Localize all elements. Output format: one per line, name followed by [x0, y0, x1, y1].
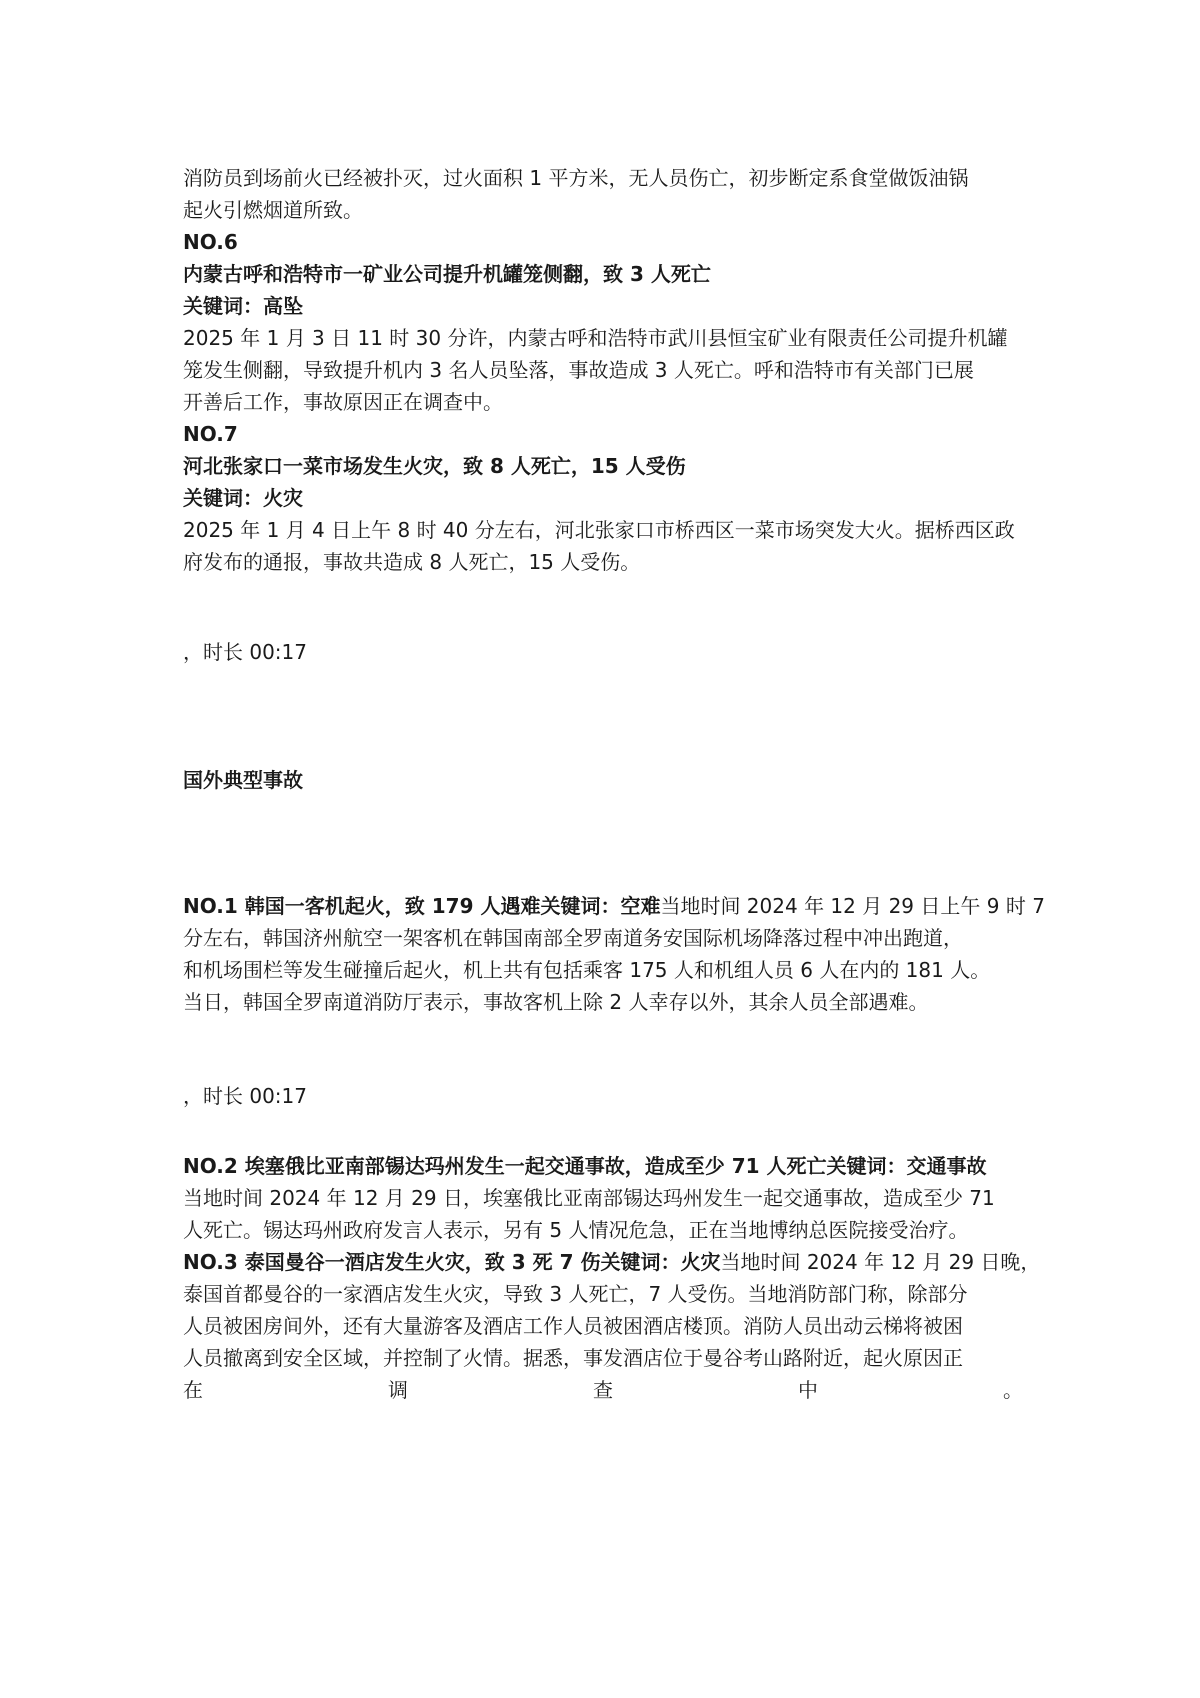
incident-keyword: 关键词：火灾: [183, 486, 303, 510]
incident-body-line: 人员撤离到安全区域，并控制了火情。据悉，事发酒店位于曼谷考山路附近，起火原因正: [183, 1346, 963, 1370]
incident-body-line: 笼发生侧翻，导致提升机内 3 名人员坠落，事故造成 3 人死亡。呼和浩特市有关部门已展: [183, 358, 974, 382]
incident-body-line: 泰国首都曼谷的一家酒店发生火灾，导致 3 人死亡，7 人受伤。当地消防部门称，除部分: [183, 1282, 968, 1306]
incident-heading: NO.1 韩国一客机起火，致 179 人遇难关键词：空难: [183, 894, 661, 918]
justified-char: 。: [1003, 1378, 1023, 1402]
incident-body-line: 人员被困房间外，还有大量游客及酒店工作人员被困酒店楼顶。消防人员出动云梯将被困: [183, 1314, 963, 1338]
foreign-incident-first-line: [183, 1246, 1041, 1278]
incident-body-line: 开善后工作，事故原因正在调查中。: [183, 390, 503, 414]
video-duration: ，时长 00:17: [183, 1084, 307, 1108]
incident-body-line: 当地时间 2024 年 12 月 29 日，埃塞俄比亚南部锡达玛州发生一起交通事故，造成至少 71: [183, 1186, 995, 1210]
justified-char: 中: [798, 1378, 818, 1402]
incident-body-line: 府发布的通报，事故共造成 8 人死亡，15 人受伤。: [183, 550, 641, 574]
intro-line: 消防员到场前火已经被扑灭，过火面积 1 平方米，无人员伤亡，初步断定系食堂做饭油锅: [183, 166, 969, 190]
incident-body-start: 当地时间 2024 年 12 月 29 日晚，: [720, 1250, 1041, 1274]
incident-body-start: 当地时间 2024 年 12 月 29 日上午 9 时 7: [660, 894, 1045, 918]
incident-body-line: 和机场围栏等发生碰撞后起火，机上共有包括乘客 175 人和机组人员 6 人在内的 181 人。: [183, 958, 991, 982]
incident-number: NO.7: [183, 422, 238, 446]
incident-keyword: 关键词：高坠: [183, 294, 303, 318]
incident-body-line: 人死亡。锡达玛州政府发言人表示，另有 5 人情况危急，正在当地博纳总医院接受治疗。: [183, 1218, 969, 1242]
incident-body-line: 2025 年 1 月 4 日上午 8 时 40 分左右，河北张家口市桥西区一菜市场突发大火。据桥西区政: [183, 518, 1015, 542]
incident-body-line: 分左右，韩国济州航空一架客机在韩国南部全罗南道务安国际机场降落过程中冲出跑道，: [183, 926, 963, 950]
video-duration: ，时长 00:17: [183, 640, 307, 664]
incident-heading: NO.2 埃塞俄比亚南部锡达玛州发生一起交通事故，造成至少 71 人死亡关键词：交通事故: [183, 1154, 987, 1178]
intro-line: 起火引燃烟道所致。: [183, 198, 363, 222]
incident-number: NO.6: [183, 230, 238, 254]
foreign-incident-first-line: [183, 890, 1045, 922]
incident-body-last-line: [183, 1374, 1023, 1406]
section-title: 国外典型事故: [183, 768, 303, 792]
incident-title: 河北张家口一菜市场发生火灾，致 8 人死亡，15 人受伤: [183, 454, 686, 478]
justified-char: 在: [183, 1378, 203, 1402]
incident-body-line: 2025 年 1 月 3 日 11 时 30 分许，内蒙古呼和浩特市武川县恒宝矿业有限责任公司提升机罐: [183, 326, 1008, 350]
justified-char: 调: [388, 1378, 408, 1402]
incident-heading: NO.3 泰国曼谷一酒店发生火灾，致 3 死 7 伤关键词：火灾: [183, 1250, 721, 1274]
incident-title: 内蒙古呼和浩特市一矿业公司提升机罐笼侧翻，致 3 人死亡: [183, 262, 711, 286]
justified-char: 查: [593, 1378, 613, 1402]
incident-body-line: 当日，韩国全罗南道消防厅表示，事故客机上除 2 人幸存以外，其余人员全部遇难。: [183, 990, 929, 1014]
